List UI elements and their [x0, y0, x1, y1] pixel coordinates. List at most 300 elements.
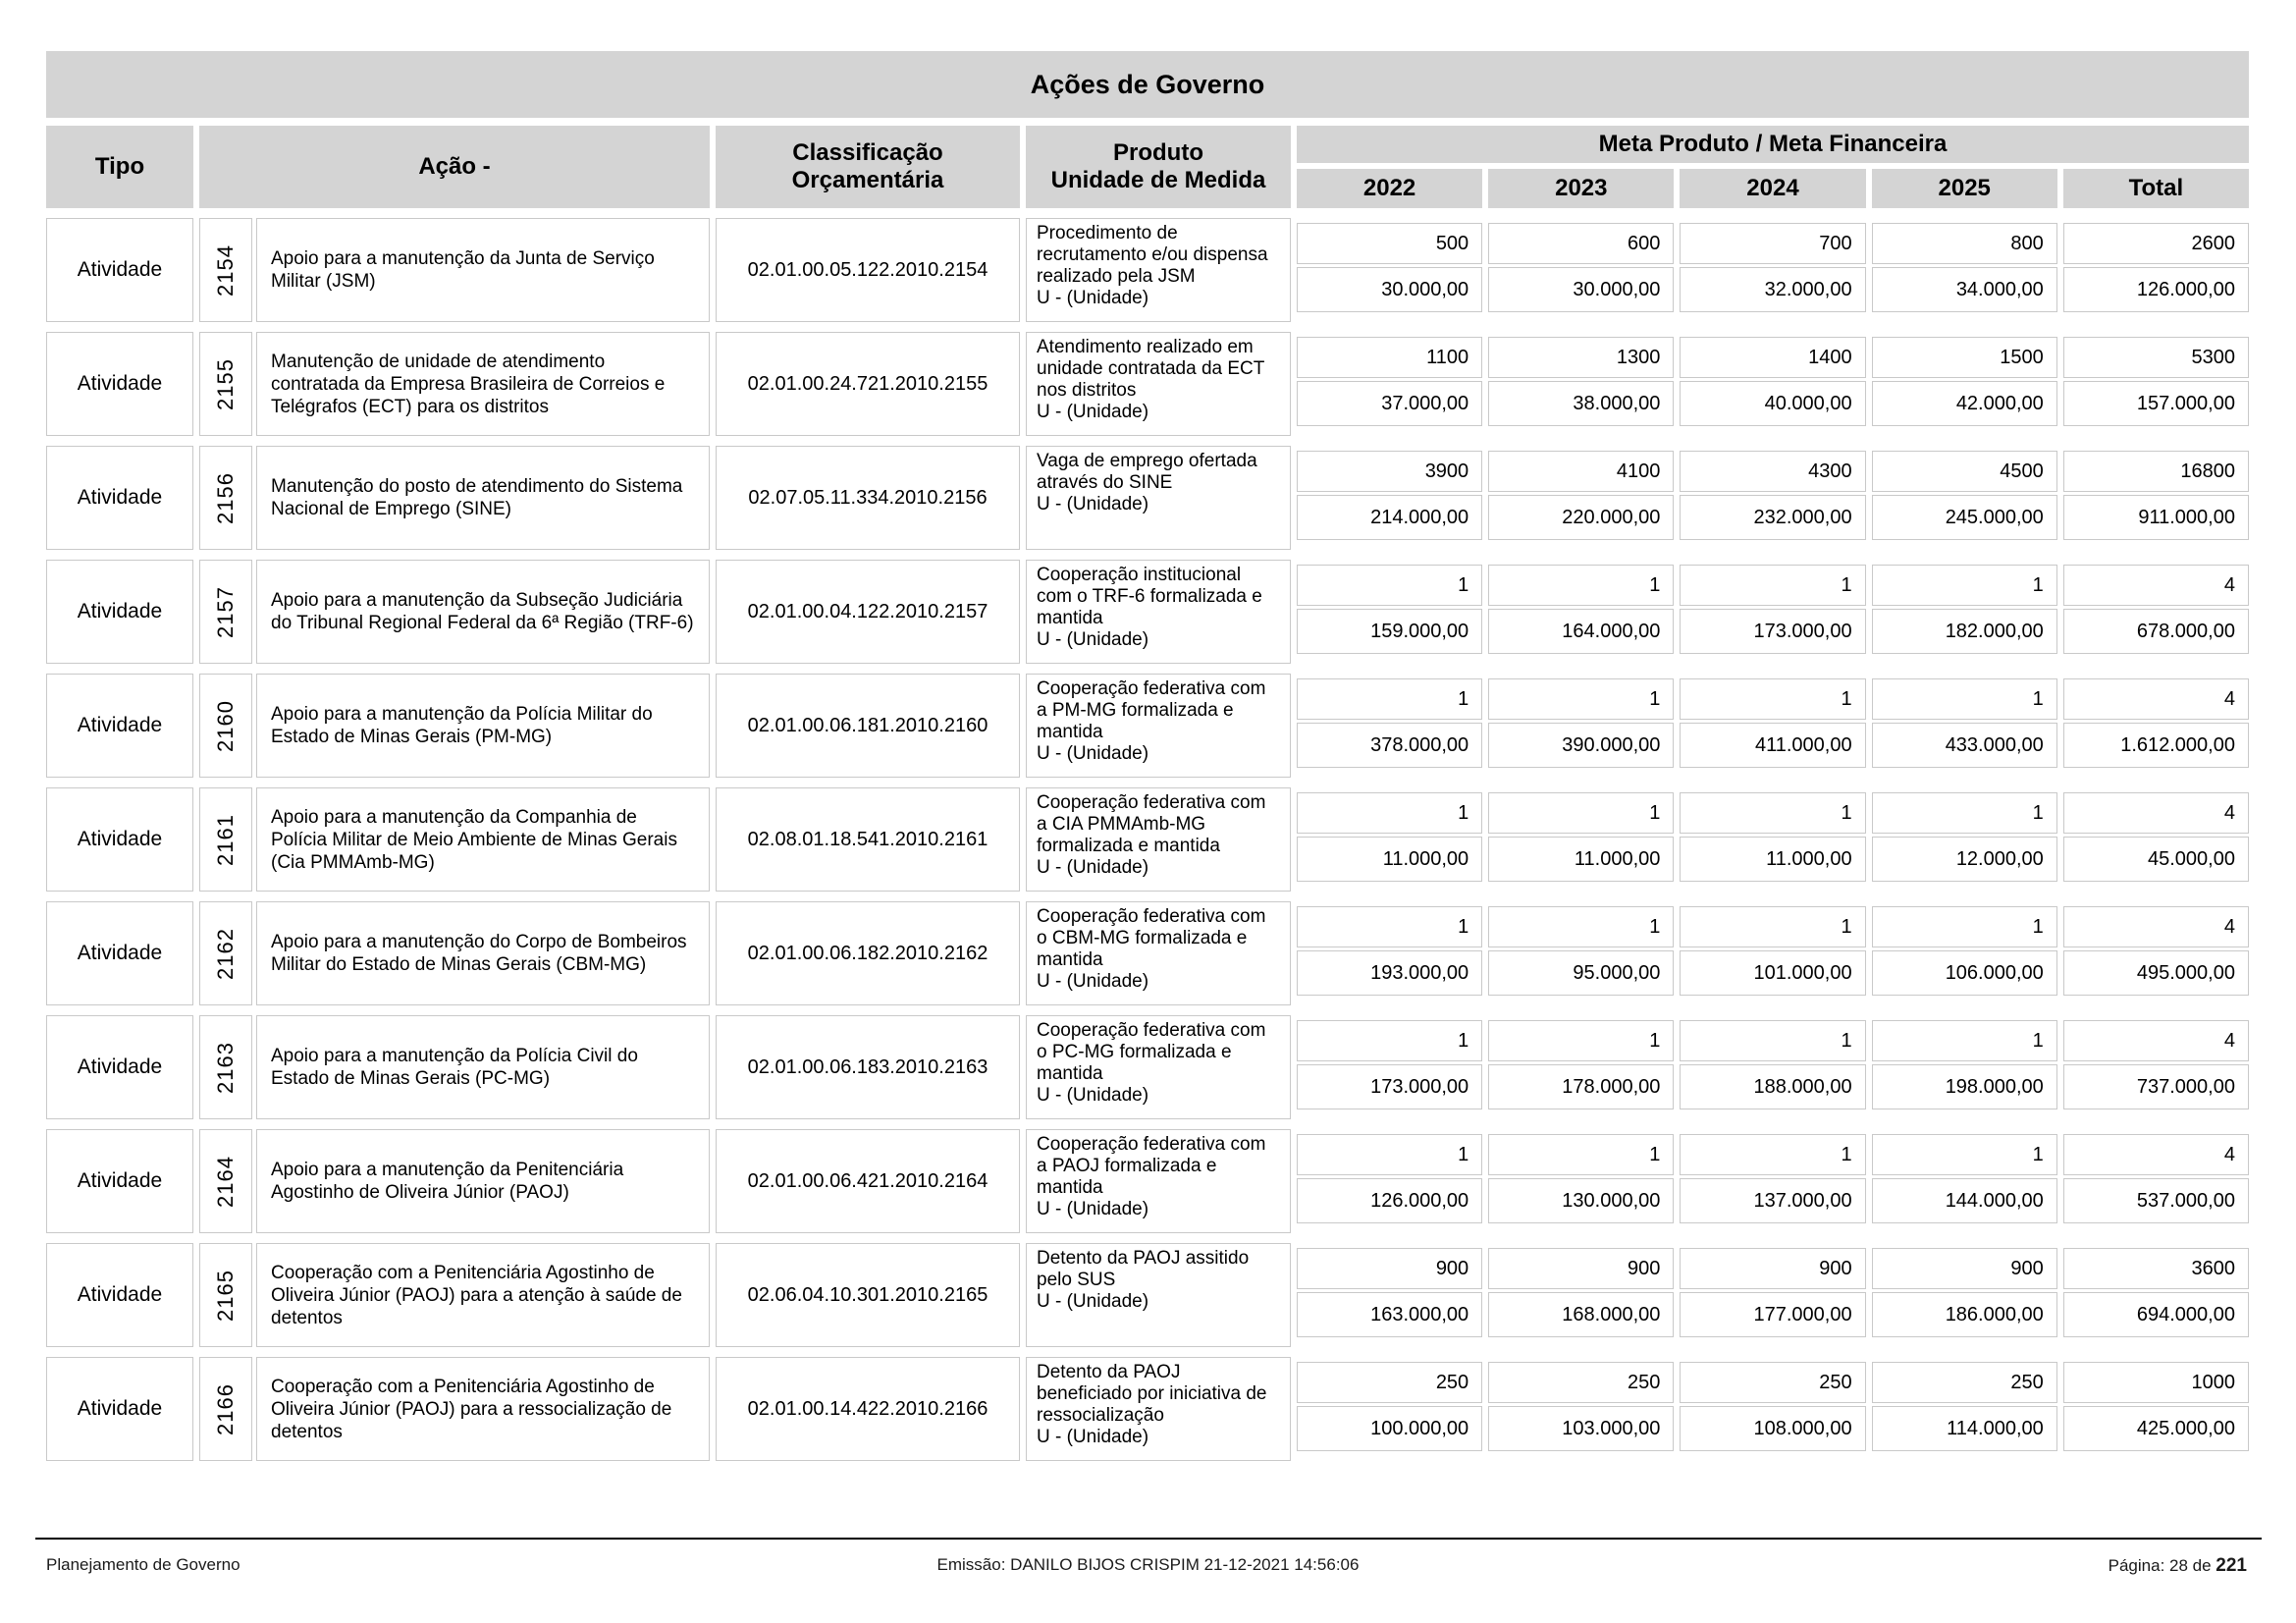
meta-financial-2025: 245.000,00	[1872, 495, 2057, 540]
product-unit: U - (Unidade)	[1037, 1199, 1149, 1219]
meta-product-2023: 1	[1488, 1020, 1674, 1061]
year-header-2024: 2024	[1680, 169, 1865, 208]
acao-description-cell	[256, 901, 710, 1005]
acao-cell	[199, 1243, 710, 1347]
value-column-2024	[1680, 337, 1865, 426]
column-header-classificacao-line2: Orçamentária	[791, 167, 944, 193]
acao-description-cell	[256, 1129, 710, 1233]
meta-product-2025: 800	[1872, 223, 2057, 264]
value-column-2022	[1297, 678, 1482, 768]
column-header-acao	[199, 126, 710, 208]
meta-product-2022: 1	[1297, 565, 1482, 606]
meta-financial-2023: 95.000,00	[1488, 950, 1674, 996]
product-description: Detento da PAOJ assitido pelo SUS	[1037, 1248, 1250, 1290]
value-column-2024	[1680, 792, 1865, 882]
meta-product-2023: 250	[1488, 1362, 1674, 1403]
value-column-2025	[1872, 1020, 2057, 1109]
value-column-2023	[1488, 337, 1674, 426]
product-cell	[1026, 901, 1291, 1005]
product-cell	[1026, 1357, 1291, 1461]
acao-number-cell	[199, 218, 252, 322]
meta-financial-2023: 30.000,00	[1488, 267, 1674, 312]
meta-financial-total: 678.000,00	[2063, 609, 2249, 654]
value-column-2023	[1488, 451, 1674, 540]
column-header-tipo	[46, 126, 193, 208]
value-column-2023	[1488, 1134, 1674, 1223]
meta-financial-total: 694.000,00	[2063, 1292, 2249, 1337]
product-unit: U - (Unidade)	[1037, 494, 1149, 514]
product-description: Procedimento de recrutamento e/ou dispensa realizado pela JSM	[1037, 223, 1268, 287]
value-column-2023	[1488, 1362, 1674, 1451]
acao-description: Apoio para a manutenção da Penitenciária Agostinho de Oliveira Júnior (PAOJ)	[271, 1160, 624, 1203]
value-column-total	[2063, 565, 2249, 654]
meta-financial-total: 495.000,00	[2063, 950, 2249, 996]
budget-classification-cell: 02.01.00.04.122.2010.2157	[716, 560, 1020, 664]
meta-financial-2023: 130.000,00	[1488, 1178, 1674, 1223]
budget-classification-cell: 02.01.00.06.421.2010.2164	[716, 1129, 1020, 1233]
acao-description: Manutenção do posto de atendimento do Sistema Nacional de Emprego (SINE)	[271, 476, 683, 519]
meta-product-2024: 1	[1680, 792, 1865, 834]
product-cell	[1026, 218, 1291, 322]
product-description: Cooperação federativa com a CIA PMMAmb-MG formalizada e mantida	[1037, 792, 1266, 856]
acao-description: Cooperação com a Penitenciária Agostinho de Oliveira Júnior (PAOJ) para a atenção à saúde de detentos	[271, 1262, 682, 1328]
column-header-meta-group	[1297, 126, 2249, 208]
tipo-cell: Atividade	[46, 787, 193, 892]
value-column-2024	[1680, 565, 1865, 654]
meta-financial-2023: 178.000,00	[1488, 1064, 1674, 1109]
value-column-2024	[1680, 906, 1865, 996]
table-row	[46, 1129, 2249, 1233]
meta-product-2024: 4300	[1680, 451, 1865, 492]
budget-classification-cell: 02.01.00.05.122.2010.2154	[716, 218, 1020, 322]
value-column-2025	[1872, 337, 2057, 426]
column-header-classificacao-line1: Classificação	[792, 139, 943, 166]
meta-product-total: 1000	[2063, 1362, 2249, 1403]
meta-product-total: 4	[2063, 565, 2249, 606]
acao-description-cell	[256, 332, 710, 436]
acao-description: Apoio para a manutenção da Polícia Civil do Estado de Minas Gerais (PC-MG)	[271, 1046, 638, 1089]
acao-number-cell	[199, 901, 252, 1005]
meta-product-2023: 1300	[1488, 337, 1674, 378]
meta-product-total: 3600	[2063, 1248, 2249, 1289]
meta-financial-2023: 220.000,00	[1488, 495, 1674, 540]
table-row	[46, 1357, 2249, 1461]
year-header-2025: 2025	[1872, 169, 2057, 208]
value-column-2025	[1872, 223, 2057, 312]
acao-number: 2156	[213, 471, 238, 524]
meta-financial-2025: 34.000,00	[1872, 267, 2057, 312]
acao-description-cell	[256, 787, 710, 892]
meta-financial-2025: 114.000,00	[1872, 1406, 2057, 1451]
meta-product-2024: 900	[1680, 1248, 1865, 1289]
meta-financial-2023: 11.000,00	[1488, 837, 1674, 882]
acao-description-cell	[256, 1015, 710, 1119]
value-column-2022	[1297, 1362, 1482, 1451]
column-header-meta: Meta Produto / Meta Financeira	[1297, 126, 2249, 163]
footer-emission-info: Emissão: DANILO BIJOS CRISPIM 21-12-2021 14:56:06	[936, 1555, 1360, 1574]
acao-number: 2166	[213, 1382, 238, 1435]
acao-cell	[199, 1129, 710, 1233]
table-row	[46, 446, 2249, 550]
acao-number: 2164	[213, 1155, 238, 1208]
meta-product-2022: 1	[1297, 678, 1482, 720]
meta-financial-2025: 42.000,00	[1872, 381, 2057, 426]
meta-financial-2024: 101.000,00	[1680, 950, 1865, 996]
tipo-cell: Atividade	[46, 901, 193, 1005]
product-cell	[1026, 1015, 1291, 1119]
meta-financial-2023: 164.000,00	[1488, 609, 1674, 654]
meta-financial-total: 911.000,00	[2063, 495, 2249, 540]
acao-description: Manutenção de unidade de atendimento contratada da Empresa Brasileira de Correios e Telégrafos (ECT) para os distritos	[271, 351, 666, 417]
meta-product-2022: 1100	[1297, 337, 1482, 378]
acao-number: 2160	[213, 699, 238, 752]
table-row	[46, 674, 2249, 778]
value-column-2025	[1872, 451, 2057, 540]
acao-number-cell	[199, 446, 252, 550]
page-title: Ações de Governo	[46, 51, 2249, 118]
product-unit: U - (Unidade)	[1037, 743, 1149, 764]
value-column-2025	[1872, 792, 2057, 882]
column-header-acao-label: Ação -	[418, 153, 491, 180]
meta-product-total: 4	[2063, 678, 2249, 720]
column-header-produto-line1: Produto	[1113, 139, 1203, 166]
meta-financial-2025: 106.000,00	[1872, 950, 2057, 996]
meta-financial-2022: 126.000,00	[1297, 1178, 1482, 1223]
value-column-total	[2063, 1362, 2249, 1451]
acao-cell	[199, 560, 710, 664]
acao-description-cell	[256, 1357, 710, 1461]
meta-financial-2022: 173.000,00	[1297, 1064, 1482, 1109]
meta-financial-2023: 390.000,00	[1488, 723, 1674, 768]
meta-financial-2024: 108.000,00	[1680, 1406, 1865, 1451]
value-column-2023	[1488, 1248, 1674, 1337]
meta-product-total: 4	[2063, 906, 2249, 947]
meta-product-2022: 3900	[1297, 451, 1482, 492]
value-column-2023	[1488, 792, 1674, 882]
budget-classification-cell: 02.08.01.18.541.2010.2161	[716, 787, 1020, 892]
value-column-2024	[1680, 451, 1865, 540]
meta-financial-2025: 182.000,00	[1872, 609, 2057, 654]
meta-product-2025: 1	[1872, 1134, 2057, 1175]
meta-product-2022: 250	[1297, 1362, 1482, 1403]
value-column-2024	[1680, 678, 1865, 768]
meta-financial-2025: 186.000,00	[1872, 1292, 2057, 1337]
acao-number: 2163	[213, 1041, 238, 1094]
acao-number: 2154	[213, 243, 238, 297]
year-header-total: Total	[2063, 169, 2249, 208]
meta-financial-total: 425.000,00	[2063, 1406, 2249, 1451]
meta-financial-2025: 144.000,00	[1872, 1178, 2057, 1223]
acao-description: Apoio para a manutenção da Polícia Militar do Estado de Minas Gerais (PM-MG)	[271, 704, 653, 747]
meta-product-2022: 900	[1297, 1248, 1482, 1289]
product-description: Cooperação institucional com o TRF-6 formalizada e mantida	[1037, 565, 1262, 628]
meta-product-2025: 1500	[1872, 337, 2057, 378]
product-cell	[1026, 674, 1291, 778]
budget-classification-cell: 02.01.00.06.181.2010.2160	[716, 674, 1020, 778]
meta-financial-total: 126.000,00	[2063, 267, 2249, 312]
meta-product-2025: 1	[1872, 1020, 2057, 1061]
acao-number-cell	[199, 1015, 252, 1119]
column-header-tipo-label: Tipo	[94, 153, 145, 180]
meta-product-2024: 700	[1680, 223, 1865, 264]
value-column-2023	[1488, 1020, 1674, 1109]
acao-description-cell	[256, 218, 710, 322]
acao-cell	[199, 901, 710, 1005]
acao-description: Apoio para a manutenção da Junta de Serviço Militar (JSM)	[271, 248, 655, 292]
value-column-total	[2063, 337, 2249, 426]
product-unit: U - (Unidade)	[1037, 629, 1149, 650]
value-column-2023	[1488, 678, 1674, 768]
meta-product-2022: 1	[1297, 792, 1482, 834]
product-cell	[1026, 332, 1291, 436]
meta-product-2024: 1	[1680, 1020, 1865, 1061]
meta-financial-total: 45.000,00	[2063, 837, 2249, 882]
table-row	[46, 218, 2249, 322]
value-column-2024	[1680, 1362, 1865, 1451]
tipo-cell: Atividade	[46, 446, 193, 550]
table-row	[46, 1015, 2249, 1119]
product-unit: U - (Unidade)	[1037, 1427, 1149, 1447]
value-column-2023	[1488, 565, 1674, 654]
value-column-2025	[1872, 565, 2057, 654]
value-column-2022	[1297, 223, 1482, 312]
year-header-2022: 2022	[1297, 169, 1482, 208]
meta-product-2023: 600	[1488, 223, 1674, 264]
product-description: Cooperação federativa com a PAOJ formalizada e mantida	[1037, 1134, 1266, 1198]
value-column-total	[2063, 792, 2249, 882]
meta-financial-2024: 11.000,00	[1680, 837, 1865, 882]
column-header-produto-line2: Unidade de Medida	[1050, 167, 1266, 193]
meta-financial-2025: 198.000,00	[1872, 1064, 2057, 1109]
meta-financial-2024: 173.000,00	[1680, 609, 1865, 654]
meta-product-2024: 1400	[1680, 337, 1865, 378]
value-column-total	[2063, 906, 2249, 996]
value-column-2025	[1872, 1248, 2057, 1337]
product-description: Cooperação federativa com a PM-MG formalizada e mantida	[1037, 678, 1266, 742]
tipo-cell: Atividade	[46, 1015, 193, 1119]
acao-number: 2162	[213, 927, 238, 980]
tipo-cell: Atividade	[46, 1129, 193, 1233]
meta-financial-2023: 38.000,00	[1488, 381, 1674, 426]
value-column-2022	[1297, 565, 1482, 654]
meta-product-2023: 4100	[1488, 451, 1674, 492]
meta-product-2024: 1	[1680, 565, 1865, 606]
acao-description-cell	[256, 1243, 710, 1347]
acao-number-cell	[199, 674, 252, 778]
page-footer	[0, 1555, 2296, 1585]
acao-cell	[199, 332, 710, 436]
acao-description: Apoio para a manutenção da Subseção Judiciária do Tribunal Regional Federal da 6ª Região (TRF-6)	[271, 590, 694, 633]
table-rows	[46, 218, 2249, 1461]
product-description: Detento da PAOJ beneficiado por iniciativa de ressocialização	[1037, 1362, 1267, 1426]
meta-product-total: 5300	[2063, 337, 2249, 378]
meta-financial-2025: 433.000,00	[1872, 723, 2057, 768]
meta-financial-total: 157.000,00	[2063, 381, 2249, 426]
acao-cell	[199, 787, 710, 892]
tipo-cell: Atividade	[46, 560, 193, 664]
meta-financial-2022: 214.000,00	[1297, 495, 1482, 540]
value-column-2024	[1680, 1020, 1865, 1109]
meta-financial-2023: 103.000,00	[1488, 1406, 1674, 1451]
product-description: Vaga de emprego ofertada através do SINE	[1037, 451, 1257, 493]
meta-financial-2024: 411.000,00	[1680, 723, 1865, 768]
value-column-total	[2063, 223, 2249, 312]
product-cell	[1026, 787, 1291, 892]
value-column-2025	[1872, 1362, 2057, 1451]
meta-financial-2023: 168.000,00	[1488, 1292, 1674, 1337]
acao-number: 2161	[213, 813, 238, 866]
acao-number-cell	[199, 560, 252, 664]
tipo-cell: Atividade	[46, 674, 193, 778]
value-column-2024	[1680, 1248, 1865, 1337]
value-column-2022	[1297, 1248, 1482, 1337]
tipo-cell: Atividade	[46, 1243, 193, 1347]
meta-product-total: 4	[2063, 1020, 2249, 1061]
acao-description-cell	[256, 560, 710, 664]
product-cell	[1026, 446, 1291, 550]
value-column-total	[2063, 1248, 2249, 1337]
budget-classification-cell: 02.06.04.10.301.2010.2165	[716, 1243, 1020, 1347]
acao-cell	[199, 1357, 710, 1461]
acao-number: 2157	[213, 585, 238, 638]
meta-financial-2022: 100.000,00	[1297, 1406, 1482, 1451]
value-column-2024	[1680, 1134, 1865, 1223]
meta-financial-total: 737.000,00	[2063, 1064, 2249, 1109]
budget-classification-cell: 02.01.00.06.183.2010.2163	[716, 1015, 1020, 1119]
meta-product-2025: 1	[1872, 906, 2057, 947]
meta-product-2025: 1	[1872, 678, 2057, 720]
footer-page-total: 221	[2216, 1555, 2247, 1576]
acao-number-cell	[199, 1129, 252, 1233]
meta-product-2025: 900	[1872, 1248, 2057, 1289]
acao-description: Apoio para a manutenção da Companhia de Polícia Militar de Meio Ambiente de Minas Gerais (Cia PMMAmb-MG)	[271, 806, 677, 873]
meta-product-total: 16800	[2063, 451, 2249, 492]
product-description: Cooperação federativa com o CBM-MG formalizada e mantida	[1037, 906, 1266, 970]
meta-financial-2024: 177.000,00	[1680, 1292, 1865, 1337]
table-row	[46, 901, 2249, 1005]
meta-financial-2022: 30.000,00	[1297, 267, 1482, 312]
value-column-2022	[1297, 792, 1482, 882]
acao-number: 2155	[213, 357, 238, 410]
acao-cell	[199, 218, 710, 322]
product-description: Cooperação federativa com o PC-MG formalizada e mantida	[1037, 1020, 1266, 1084]
meta-financial-2024: 188.000,00	[1680, 1064, 1865, 1109]
meta-product-2023: 1	[1488, 792, 1674, 834]
acao-description-cell	[256, 446, 710, 550]
value-column-2022	[1297, 906, 1482, 996]
acao-description: Apoio para a manutenção do Corpo de Bombeiros Militar do Estado de Minas Gerais (CBM-MG)	[271, 932, 687, 975]
footer-page-prefix: Página: 28 de	[2108, 1556, 2212, 1575]
value-column-2023	[1488, 906, 1674, 996]
product-description: Atendimento realizado em unidade contratada da ECT nos distritos	[1037, 337, 1265, 401]
product-unit: U - (Unidade)	[1037, 1085, 1149, 1106]
meta-financial-2022: 193.000,00	[1297, 950, 1482, 996]
acao-cell	[199, 446, 710, 550]
acao-description: Cooperação com a Penitenciária Agostinho de Oliveira Júnior (PAOJ) para a ressocialização de detentos	[271, 1376, 672, 1442]
value-column-total	[2063, 678, 2249, 768]
meta-financial-total: 1.612.000,00	[2063, 723, 2249, 768]
tipo-cell: Atividade	[46, 218, 193, 322]
meta-product-2022: 1	[1297, 906, 1482, 947]
meta-product-2022: 1	[1297, 1020, 1482, 1061]
footer-report-name: Planejamento de Governo	[46, 1555, 240, 1574]
column-header-classificacao	[716, 126, 1020, 208]
meta-financial-2022: 163.000,00	[1297, 1292, 1482, 1337]
product-cell	[1026, 560, 1291, 664]
tipo-cell: Atividade	[46, 1357, 193, 1461]
meta-product-2025: 1	[1872, 792, 2057, 834]
government-actions-table	[46, 51, 2249, 1461]
tipo-cell: Atividade	[46, 332, 193, 436]
meta-product-2024: 1	[1680, 906, 1865, 947]
product-unit: U - (Unidade)	[1037, 402, 1149, 422]
footer-page-number	[2109, 1555, 2247, 1577]
meta-financial-2024: 32.000,00	[1680, 267, 1865, 312]
meta-financial-2025: 12.000,00	[1872, 837, 2057, 882]
value-column-2022	[1297, 337, 1482, 426]
product-unit: U - (Unidade)	[1037, 1291, 1149, 1312]
value-column-2025	[1872, 906, 2057, 996]
acao-number-cell	[199, 1243, 252, 1347]
value-column-2025	[1872, 1134, 2057, 1223]
acao-description-cell	[256, 674, 710, 778]
meta-product-2023: 1	[1488, 678, 1674, 720]
product-cell	[1026, 1243, 1291, 1347]
meta-product-total: 4	[2063, 1134, 2249, 1175]
meta-product-2025: 1	[1872, 565, 2057, 606]
table-row	[46, 787, 2249, 892]
product-unit: U - (Unidade)	[1037, 857, 1149, 878]
table-row	[46, 332, 2249, 436]
value-column-2025	[1872, 678, 2057, 768]
footer-divider	[35, 1538, 2262, 1540]
meta-product-total: 4	[2063, 792, 2249, 834]
meta-product-2025: 4500	[1872, 451, 2057, 492]
year-header-2023: 2023	[1488, 169, 1674, 208]
table-row	[46, 560, 2249, 664]
table-header	[46, 126, 2249, 208]
value-column-2024	[1680, 223, 1865, 312]
product-unit: U - (Unidade)	[1037, 288, 1149, 308]
table-row	[46, 1243, 2249, 1347]
acao-cell	[199, 674, 710, 778]
column-header-produto	[1026, 126, 1291, 208]
value-column-total	[2063, 1020, 2249, 1109]
acao-number-cell	[199, 787, 252, 892]
meta-financial-2022: 37.000,00	[1297, 381, 1482, 426]
meta-financial-2022: 11.000,00	[1297, 837, 1482, 882]
meta-product-2024: 250	[1680, 1362, 1865, 1403]
meta-financial-2022: 378.000,00	[1297, 723, 1482, 768]
value-column-2022	[1297, 1020, 1482, 1109]
meta-product-2022: 1	[1297, 1134, 1482, 1175]
budget-classification-cell: 02.01.00.14.422.2010.2166	[716, 1357, 1020, 1461]
product-unit: U - (Unidade)	[1037, 971, 1149, 992]
acao-number-cell	[199, 332, 252, 436]
meta-product-2024: 1	[1680, 1134, 1865, 1175]
meta-financial-2024: 137.000,00	[1680, 1178, 1865, 1223]
meta-product-2025: 250	[1872, 1362, 2057, 1403]
meta-financial-2024: 40.000,00	[1680, 381, 1865, 426]
meta-product-2022: 500	[1297, 223, 1482, 264]
acao-number-cell	[199, 1357, 252, 1461]
year-header-row	[1297, 169, 2249, 208]
budget-classification-cell: 02.01.00.24.721.2010.2155	[716, 332, 1020, 436]
value-column-2022	[1297, 1134, 1482, 1223]
budget-classification-cell: 02.01.00.06.182.2010.2162	[716, 901, 1020, 1005]
meta-product-total: 2600	[2063, 223, 2249, 264]
value-column-total	[2063, 451, 2249, 540]
